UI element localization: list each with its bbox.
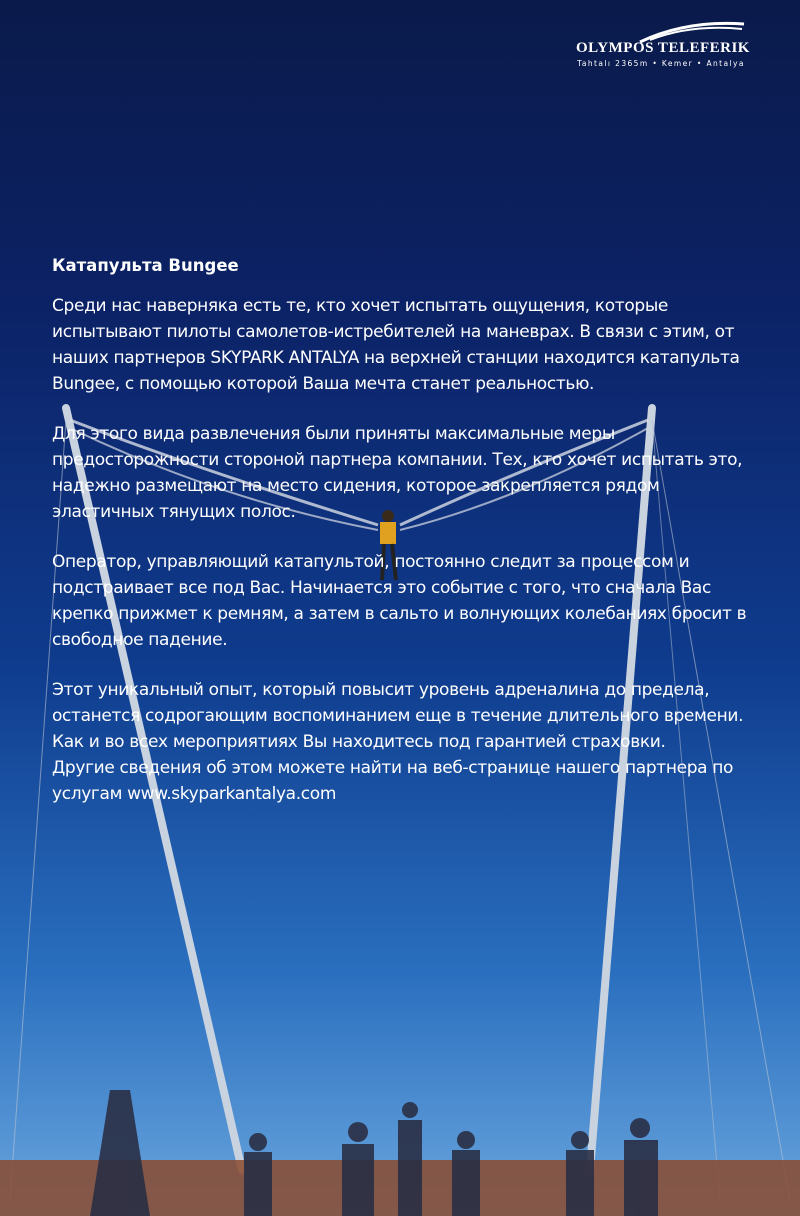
article-paragraph: Для этого вида развлечения были приняты максимальные меры предосторожности стороной партнера компании. Тех, кто хочет испытать это, надежно размещают на место сидения, которое закрепляется рядом эластичных тянущих полос. — [52, 424, 743, 522]
logo-tagline: Tahtalı 2365m • Kemer • Antalya — [577, 59, 745, 68]
article-title: Катапульта Bungee — [52, 256, 239, 275]
article-paragraph: Оператор, управляющий катапультой, постоянно следит за процессом и подстраивает все под Вас. Начинается это событие с того, что сначала Вас крепко прижмет к ремням, а затем в сальто и волнующих колебаниях бросит в свободное падение. — [52, 552, 747, 650]
article-paragraph: Среди нас наверняка есть те, кто хочет испытать ощущения, которые испытывают пилоты самолетов-истребителей на маневрах. В связи с этим, от наших партнеров SKYPARK ANTALYA на верхней станции находится катапульта Bungee, с помощью которой Ваша мечта станет реальностью. — [52, 296, 740, 394]
article — [52, 256, 764, 807]
olympos-teleferik-logo — [576, 18, 750, 68]
article-paragraph-link: Другие сведения об этом можете найти на веб-странице нашего партнера по услугам www.skyparkantalya.com — [52, 758, 734, 804]
logo-name: OLYMPOS TELEFERIK — [576, 40, 750, 56]
article-paragraph: Этот уникальный опыт, который повысит уровень адреналина до предела, останется содрогающим воспоминанием еще в течение длительного времени. Как и во всех мероприятиях Вы находитесь под гарантией страховки. — [52, 680, 744, 752]
